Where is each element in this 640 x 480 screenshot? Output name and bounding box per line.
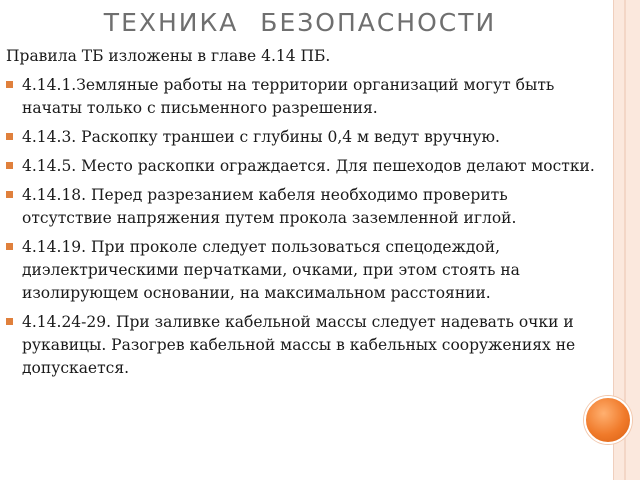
square-bullet-icon: [6, 243, 13, 250]
intro-text: Правила ТБ изложены в главе 4.14 ПБ.: [6, 47, 331, 65]
square-bullet-icon: [6, 162, 13, 169]
square-bullet-icon: [6, 318, 13, 325]
list-item: [6, 155, 596, 178]
square-bullet-icon: [6, 133, 13, 140]
square-bullet-icon: [6, 81, 13, 88]
rule-text: 4.14.1.Земляные работы на территории организаций могут быть начаты только с письменного разрешения.: [22, 76, 555, 117]
list-item: [6, 74, 596, 120]
square-bullet-icon: [6, 191, 13, 198]
list-item: [6, 236, 596, 305]
slide-title: ТЕХНИКА БЕЗОПАСНОСТИ: [103, 8, 497, 37]
list-item: [6, 311, 596, 380]
list-item: [6, 126, 596, 149]
orange-circle-icon: [584, 396, 632, 444]
rule-text: 4.14.5. Место раскопки ограждается. Для пешеходов делают мостки.: [22, 157, 595, 175]
rule-text: 4.14.3. Раскопку траншеи с глубины 0,4 м ведут вручную.: [22, 128, 500, 146]
rules-list: [6, 74, 596, 386]
rule-text: 4.14.18. Перед разрезанием кабеля необходимо проверить отсутствие напряжения путем прокола заземленной иглой.: [22, 186, 517, 227]
rule-text: 4.14.19. При проколе следует пользоваться спецодеждой, диэлектрическими перчатками, очками, при этом стоять на изолирующем основании, на максимальном расстоянии.: [22, 238, 520, 302]
list-item: [6, 184, 596, 230]
rule-text: 4.14.24-29. При заливке кабельной массы следует надевать очки и рукавицы. Разогрев кабельной массы в кабельных сооружениях не допускается.: [22, 313, 576, 377]
